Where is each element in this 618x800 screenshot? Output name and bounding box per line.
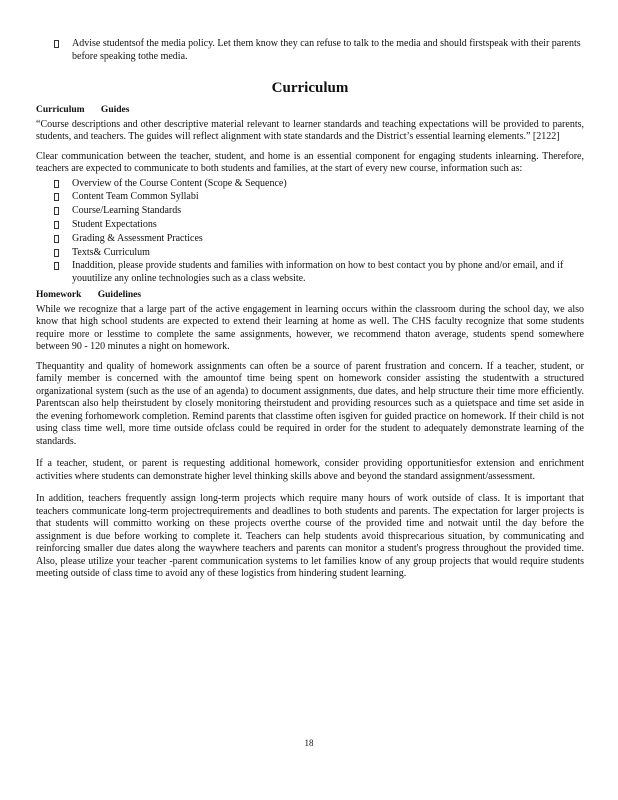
document-page — [36, 38, 584, 588]
bullet-box-icon — [54, 249, 59, 257]
bullet-box-icon — [54, 40, 59, 48]
list-item — [36, 205, 584, 218]
bullet-text: Advise studentsof the media policy. Let them know they can refuse to talk to the media and should firstspeak with their parents before speaking tothe media. — [72, 38, 581, 62]
bullet-box-icon — [54, 221, 59, 229]
list-item — [36, 247, 584, 260]
list-item — [36, 219, 584, 232]
curriculum-quote: “Course descriptions and other descriptive material relevant to learner standards and teaching expectations will be provided to parents, students, and teachers. The guides will reflect alignment with state standards and the District’s essential learning elements.” [2122] — [36, 118, 584, 143]
bullet-text: Content Team Common Syllabi — [72, 191, 199, 203]
bullet-text: Grading & Assessment Practices — [72, 232, 203, 244]
list-item — [36, 260, 584, 286]
bullet-text: Course/Learning Standards — [72, 205, 182, 217]
bullet-box-icon — [54, 235, 59, 243]
curriculum-paragraph: Clear communication between the teacher, student, and home is an essential component for engaging students inlearning. Therefore, teachers are expected to communicate to both students and families, at the start of every new course, information such as: — [36, 150, 584, 175]
page-number: 18 — [304, 738, 314, 748]
intro-bullet-list — [36, 38, 584, 64]
homework-paragraph: While we recognize that a large part of the active engagement in learning occurs within the classroom during the school day, we also know that high school students are expected to extend their learning at home as well. The CHS faculty recognize that some students require more or lesstime to complete the same assignments, however, we recommend thaton average, students spend somewhere between 90 - 120 minutes a night on homework. — [36, 303, 584, 353]
list-item — [36, 233, 584, 246]
bullet-text: Overview of the Course Content (Scope & Sequence) — [72, 177, 287, 189]
list-item — [36, 38, 584, 64]
bullet-text: Student Expectations — [72, 218, 157, 230]
bullet-box-icon — [54, 262, 59, 270]
curriculum-info-list — [36, 178, 584, 286]
homework-paragraph: If a teacher, student, or parent is requesting additional homework, consider providing opportunitiesfor extension and enrichment activities where students can demonstrate higher level thinking skills above and beyond the standard assignment/assessment. — [36, 458, 584, 482]
bullet-text: Texts& Curriculum — [72, 246, 150, 258]
bullet-box-icon — [54, 207, 59, 215]
homework-paragraph: In addition, teachers frequently assign long-term projects which require many hours of work outside of class. It is important that teachers communicate long-term projectrequirements and deadlines to both students and parents. The expectation for larger projects is that students will committo working on these projects overthe course of the provided time and notwait until the day before the assignment is due before working to complete it. Teachers can help students avoid thisprecarious situation, by communicating and reinforcing smaller due dates along the waywhere teachers and parents can monitor a student's progress throughout the provided time. Also, please utilize your teacher -parent communication systems to let families know of any group projects that would require students meeting outside of class time to avoid any of these logistics from hindering student learning. — [36, 493, 584, 580]
homework-paragraph: Thequantity and quality of homework assignments can often be a source of parent frustration and concern. If a teacher, student, or family member is concerned with the amountof time being spent on homework consider assisting the studentwith a structured organizational system (such as the use of an agenda) to document assignments, due dates, and help structure their time more efficiently. Parentscan also help theirstudent by closely monitoring theirstudent and providing resources such as a quietspace and time set aside in the evening forhomework completion. Remind parents that classtime often isgiven for guided practice on homework. If their child is not using class time well, more time outside ofclass could be required in order for the student to adequately demonstrate learning of the standards. — [36, 360, 584, 447]
bullet-box-icon — [54, 193, 59, 201]
homework-guidelines-heading: Homework Guidelines — [36, 289, 142, 300]
curriculum-guides-heading: Curriculum Guides — [36, 104, 130, 115]
bullet-box-icon — [54, 180, 59, 188]
section-title: Curriculum — [271, 79, 349, 96]
bullet-text: Inaddition, please provide students and families with information on how to best contact you by phone and/or email, and if youutilize any online technologies such as a class website. — [72, 260, 564, 285]
list-item — [36, 178, 584, 191]
list-item — [36, 191, 584, 204]
